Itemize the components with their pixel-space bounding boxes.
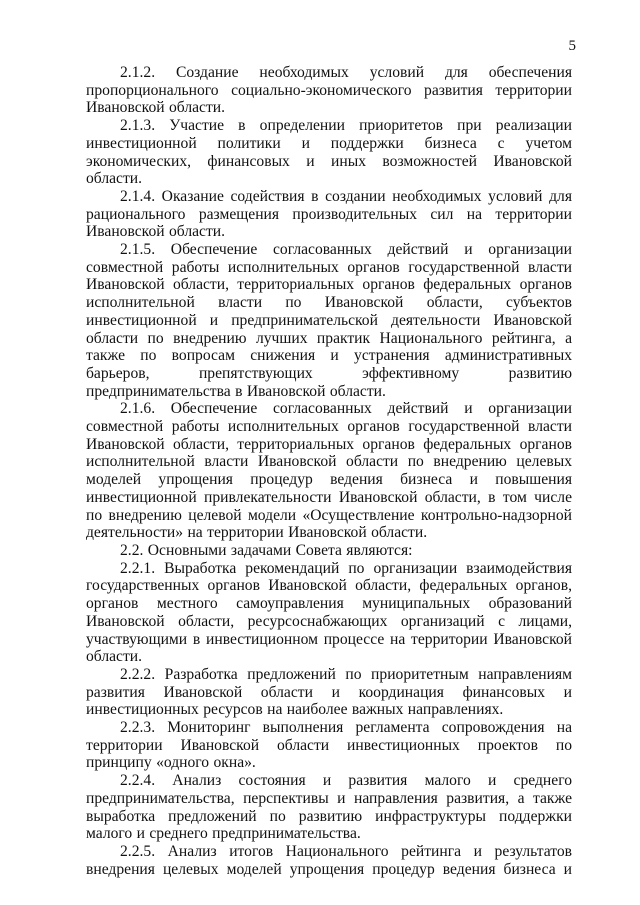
paragraph-2-2-5: 2.2.5. Анализ итогов Национального рейтинга и результатов внедрения целевых моделей упрощения процедур ведения бизнеса и bbox=[86, 842, 572, 878]
paragraph-2-2: 2.2. Основными задачами Совета являются: bbox=[120, 541, 413, 559]
paragraph-2-1-2: 2.1.2. Создание необходимых условий для обеспечения пропорционального социально-экономического развития территории Ивановской области. bbox=[86, 64, 572, 117]
document-body bbox=[86, 64, 572, 878]
paragraph-2-2-2: 2.2.2. Разработка предложений по приоритетным направлениям развития Ивановской области и координация финансовых и инвестиционных ресурсов на наиболее важных направлениях. bbox=[86, 665, 572, 719]
paragraph-2-1-5: 2.1.5. Обеспечение согласованных действий и организации совместной работы исполнительных органов государственной власти Ивановской области, территориальных органов федеральных органов исполнительной власти по Ивановской области, субъектов инвестиционной и предпринимательской деятельности Ивановской области по внедрению лучших практик Национального рейтинга, а также по вопросам снижения и устранения административных барьеров, препятствующих эффективному развитию предпринимательства в Ивановской области. bbox=[86, 241, 572, 400]
paragraph-2-1-3: 2.1.3. Участие в определении приоритетов при реализации инвестиционной политики и поддержки бизнеса с учетом экономических, финансовых и иных возможностей Ивановской области. bbox=[86, 117, 572, 188]
paragraph-2-1-6: 2.1.6. Обеспечение согласованных действий и организации совместной работы исполнительных органов государственной власти Ивановской области, территориальных органов федеральных органов исполнительной власти Ивановской области по внедрению целевых моделей упрощения процедур ведения бизнеса и повышения инвестиционной привлекательности Ивановской области, в том числе по внедрению целевой модели «Осуществление контрольно-надзорной деятельности» на территории Ивановской области. bbox=[86, 400, 572, 542]
page-number: 5 bbox=[568, 38, 576, 54]
paragraph-2-2-4: 2.2.4. Анализ состояния и развития малого и среднего предпринимательства, перспективы и направления развития, а также выработка предложений по развитию инфраструктуры поддержки малого и среднего предпринимательства. bbox=[86, 772, 572, 843]
paragraph-2-2-1: 2.2.1. Выработка рекомендаций по организации взаимодействия государственных органов Ивановской области, федеральных органов, органов местного самоуправления муниципальных образований Ивановской области, ресурсоснабжающих организаций с лицами, участвующими в инвестиционном процессе на территории Ивановской области. bbox=[86, 559, 572, 666]
paragraph-2-1-4: 2.1.4. Оказание содействия в создании необходимых условий для рационального размещения производительных сил на территории Ивановской области. bbox=[86, 187, 572, 241]
paragraph-2-2-3: 2.2.3. Мониторинг выполнения регламента сопровождения на территории Ивановской области инвестиционных проектов по принципу «одного окна». bbox=[86, 719, 572, 772]
